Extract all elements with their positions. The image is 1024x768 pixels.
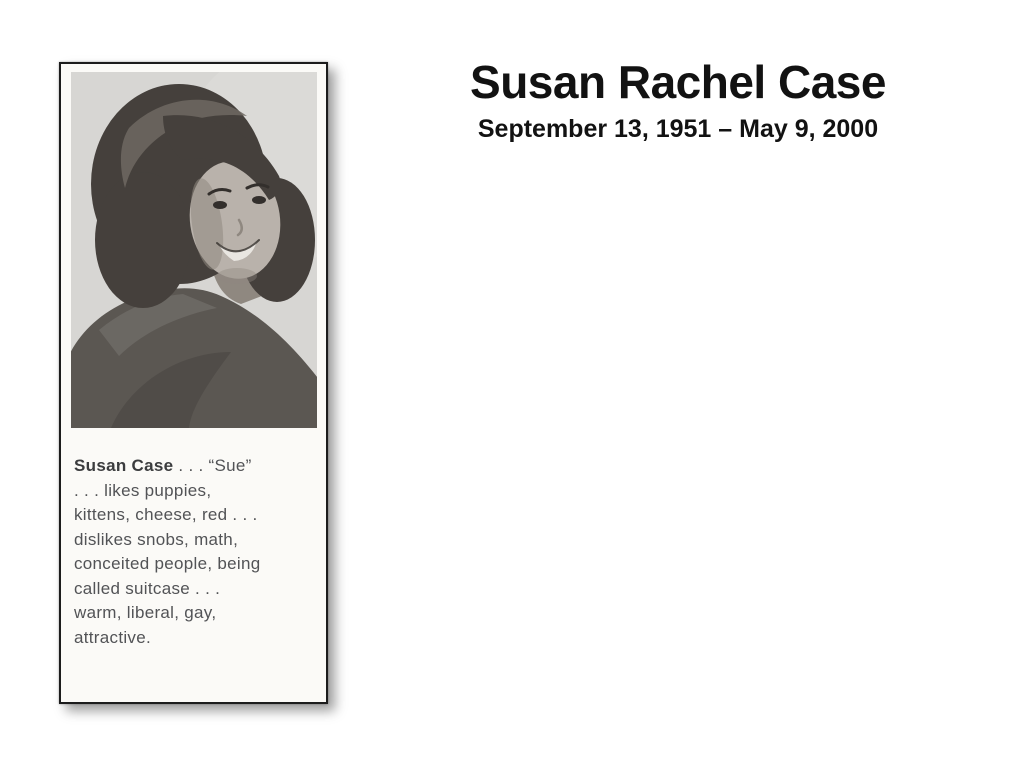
yearbook-caption xyxy=(74,454,318,650)
memorial-header xyxy=(400,57,956,144)
right-eye xyxy=(252,196,266,204)
caption-line: kittens, cheese, red . . . xyxy=(74,505,258,524)
left-eye xyxy=(213,201,227,209)
caption-line: attractive. xyxy=(74,627,151,647)
yearbook-scan-card xyxy=(59,62,328,704)
caption-line: warm, liberal, gay, xyxy=(74,603,217,622)
portrait-illustration xyxy=(71,72,317,428)
yearbook-portrait-photo xyxy=(71,72,317,428)
caption-line: dislikes snobs, math, xyxy=(74,529,239,549)
caption-line xyxy=(74,454,318,479)
caption-nickname: . . . “Sue” xyxy=(173,456,252,475)
page-title: Susan Rachel Case xyxy=(470,56,886,108)
caption-line: . . . likes puppies, xyxy=(74,480,212,500)
hair-left-bob xyxy=(95,172,191,308)
life-dates: September 13, 1951 – May 9, 2000 xyxy=(477,114,879,143)
caption-line: called suitcase . . . xyxy=(74,578,221,598)
caption-name: Susan Case xyxy=(74,456,174,475)
chin-shadow xyxy=(217,268,257,284)
caption-line: conceited people, being xyxy=(74,554,261,573)
